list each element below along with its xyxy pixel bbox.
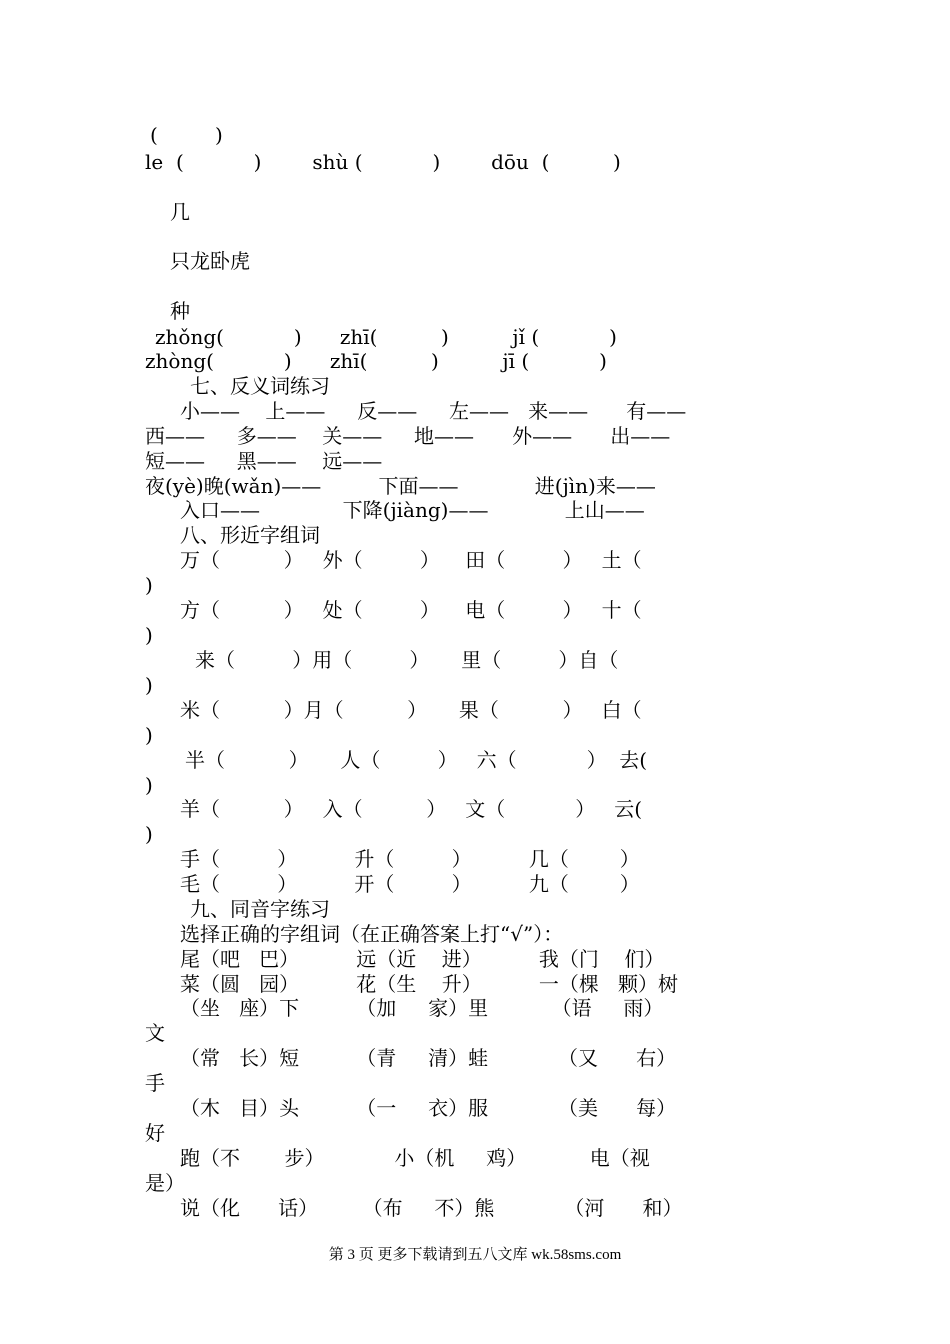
- text-line: 毛（ ） 开（ ） 九（ ）: [180, 872, 640, 896]
- text-line: ): [145, 673, 153, 697]
- text-line: 是）: [145, 1171, 185, 1195]
- text-line: 短—— 黑—— 远——: [145, 449, 383, 473]
- text-line: 只龙卧虎: [170, 249, 250, 273]
- text-line: ): [145, 773, 153, 797]
- text-line: 说（化 话） （布 不）熊 （河 和）: [180, 1196, 683, 1220]
- text-line: 手: [145, 1071, 165, 1095]
- page-footer: 第 3 页 更多下载请到五八文库 wk.58sms.com: [328, 1247, 622, 1263]
- text-line: （常 长）短 （青 清）蛙 （又 右）: [180, 1046, 677, 1070]
- text-line: 跑（不 步） 小（机 鸡） 电（视: [180, 1146, 650, 1170]
- text-line: zhòng( ) zhī( ) jī ( ): [145, 349, 607, 373]
- text-line: （木 目）头 （一 衣）服 （美 每）: [180, 1096, 677, 1120]
- text-line: 入口—— 下降(jiàng)—— 上山——: [180, 498, 645, 522]
- section-heading: 九、同音字练习: [190, 897, 330, 921]
- text-line: 小—— 上—— 反—— 左—— 来—— 有——: [180, 399, 687, 423]
- text-line: zhǒng( ) zhī( ) jǐ ( ): [155, 325, 617, 349]
- text-line: ( ): [150, 123, 223, 147]
- section-heading: 八、形近字组词: [180, 523, 320, 547]
- text-line: le ( ) shù ( ) dōu ( ): [145, 150, 621, 174]
- text-line: 西—— 多—— 关—— 地—— 外—— 出——: [145, 424, 671, 448]
- text-line: 方（ ） 处（ ） 电（ ） 十（: [180, 598, 642, 622]
- text-line: 种: [170, 299, 190, 323]
- text-line: 夜(yè)晚(wǎn)—— 下面—— 进(jìn)来——: [145, 474, 656, 498]
- text-line: ): [145, 623, 153, 647]
- text-line: 手（ ） 升（ ） 几（ ）: [180, 847, 640, 871]
- text-line: ): [145, 822, 153, 846]
- text-line: （坐 座）下 （加 家）里 （语 雨）: [180, 996, 664, 1020]
- text-line: 好: [145, 1121, 165, 1145]
- text-line: 菜（圆 园） 花（生 升） 一（棵 颗）树: [180, 972, 679, 996]
- text-line: 尾（吧 巴） 远（近 进） 我（门 们）: [180, 947, 665, 971]
- text-line: 来（ ）用（ ） 里（ ）自（: [195, 648, 619, 672]
- text-line: 半（ ） 人（ ） 六（ ） 去(: [185, 748, 648, 772]
- text-line: 万（ ） 外（ ） 田（ ） 土（: [180, 548, 642, 572]
- text-line: ): [145, 573, 153, 597]
- text-line: 几: [170, 200, 190, 224]
- text-line: 羊（ ） 入（ ） 文（ ） 云(: [180, 797, 643, 821]
- text-line: 文: [145, 1021, 165, 1045]
- section-heading: 七、反义词练习: [190, 374, 330, 398]
- text-line: ): [145, 723, 153, 747]
- text-line: 米（ ）月（ ） 果（ ） 白（: [180, 698, 642, 722]
- text-line: 选择正确的字组词（在正确答案上打“√”）：: [180, 922, 564, 946]
